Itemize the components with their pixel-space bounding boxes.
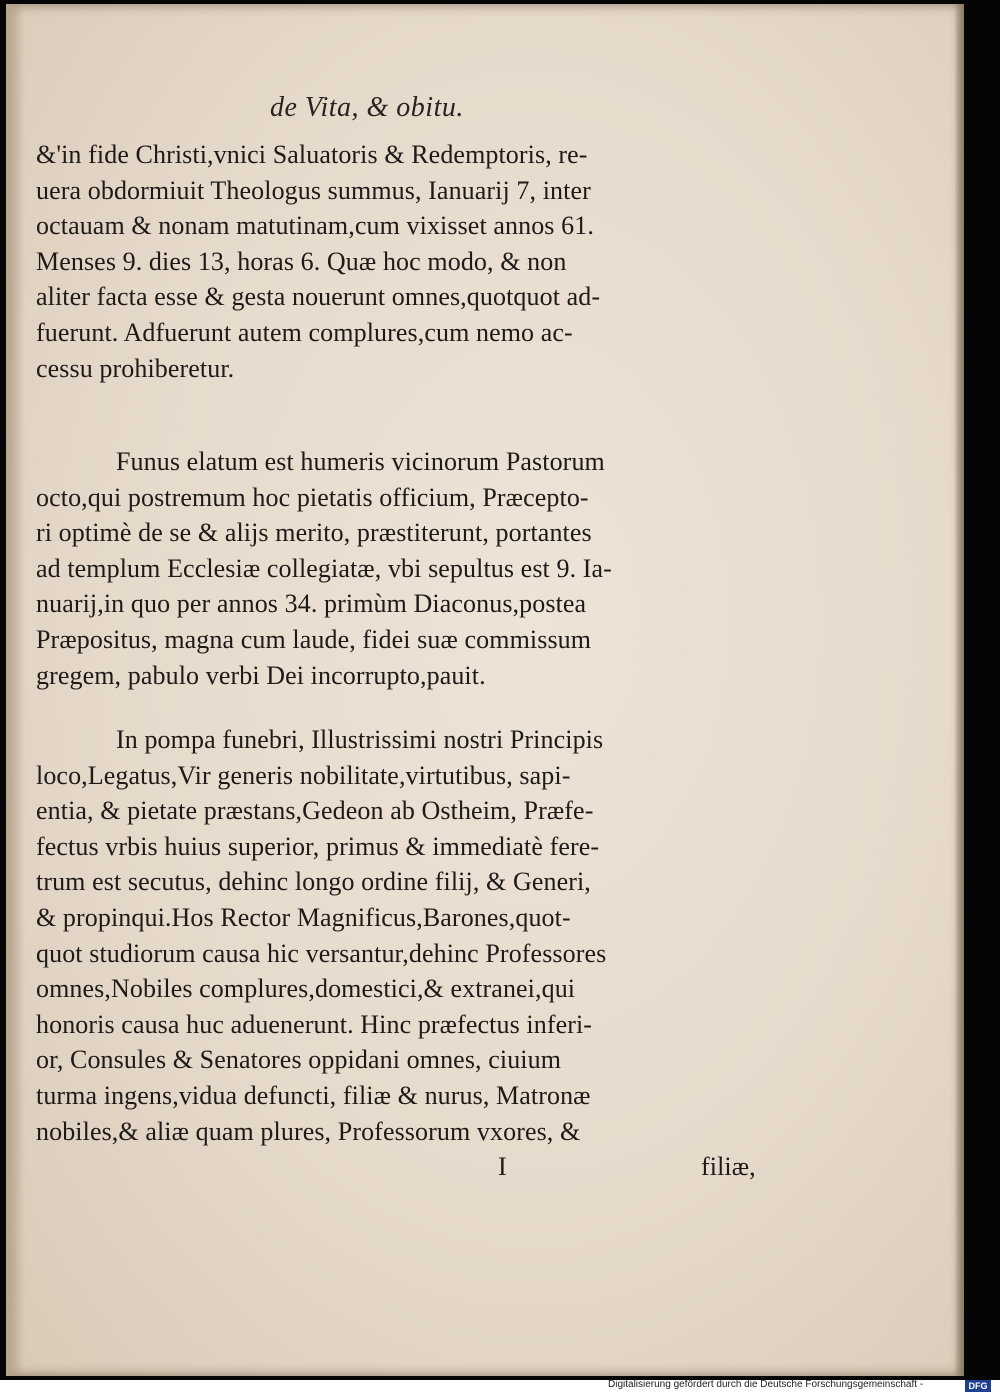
digitization-credit: Digitalisierung gefördert durch die Deutsche Forschungsgemeinschaft -	[608, 1379, 924, 1390]
dfg-logo: DFG	[965, 1380, 991, 1392]
text-line: nobiles,& aliæ quam plures, Professorum vxores, &	[36, 1116, 581, 1146]
text-line: nuarij,in quo per annos 34. primùm Diaconus,postea	[36, 589, 587, 619]
text-line: octo,qui postremum hoc pietatis officium, Præcepto-	[36, 482, 589, 512]
text-line: In pompa funebri, Illustrissimi nostri Principis	[116, 725, 604, 754]
running-head: de Vita, & obitu.	[270, 92, 464, 123]
catchword: filiæ,	[701, 1152, 756, 1182]
text-line: omnes,Nobiles complures,domestici,& extranei,qui	[36, 974, 576, 1004]
text-line: quot studiorum causa hic versantur,dehinc Professores	[36, 938, 607, 968]
text-line: Funus elatum est humeris vicinorum Pastorum	[116, 447, 605, 476]
text-line: or, Consules & Senatores oppidani omnes, ciuium	[36, 1045, 562, 1075]
text-line: trum est secutus, dehinc longo ordine filij, & Generi,	[36, 867, 591, 897]
text-line: uera obdormiuit Theologus summus, Ianuarij 7, inter	[36, 175, 591, 205]
text-line: aliter facta esse & gesta nouerunt omnes,quotquot ad-	[36, 282, 601, 312]
text-line: loco,Legatus,Vir generis nobilitate,virtutibus, sapi-	[36, 760, 571, 790]
text-line: turma ingens,vidua defuncti, filiæ & nurus, Matronæ	[36, 1080, 591, 1110]
text-line: cessu prohiberetur.	[36, 353, 235, 383]
paragraph-2	[36, 444, 736, 693]
page-gutter-shadow	[6, 4, 24, 1376]
signature-mark: I	[498, 1152, 507, 1182]
text-line: ri optimè de se & alijs merito, præstiterunt, portantes	[36, 518, 592, 548]
text-line: gregem, pabulo verbi Dei incorrupto,pauit.	[36, 660, 486, 690]
text-line: entia, & pietate præstans,Gedeon ab Ostheim, Præfe-	[36, 796, 594, 826]
paragraph-1	[36, 137, 736, 386]
foot-line	[36, 1149, 756, 1185]
text-line: honoris causa huc aduenerunt. Hinc præfectus inferi-	[36, 1009, 593, 1039]
text-line: octauam & nonam matutinam,cum vixisset annos 61.	[36, 211, 594, 241]
text-line: Menses 9. dies 13, horas 6. Quæ hoc modo, & non	[36, 246, 567, 276]
text-line: & propinqui.Hos Rector Magnificus,Barones,quot-	[36, 902, 571, 932]
text-line: ad templum Ecclesiæ collegiatæ, vbi sepultus est 9. Ia-	[36, 553, 612, 583]
text-line: fectus vrbis huius superior, primus & immediatè fere-	[36, 831, 600, 861]
text-line: fuerunt. Adfuerunt autem complures,cum nemo ac-	[36, 317, 573, 347]
paragraph-3	[36, 722, 756, 1185]
text-line: &'in fide Christi,vnici Saluatoris & Redemptoris, re-	[36, 140, 588, 169]
page-edge-shadow	[954, 4, 964, 1376]
text-line: Præpositus, magna cum laude, fidei suæ commissum	[36, 624, 592, 654]
